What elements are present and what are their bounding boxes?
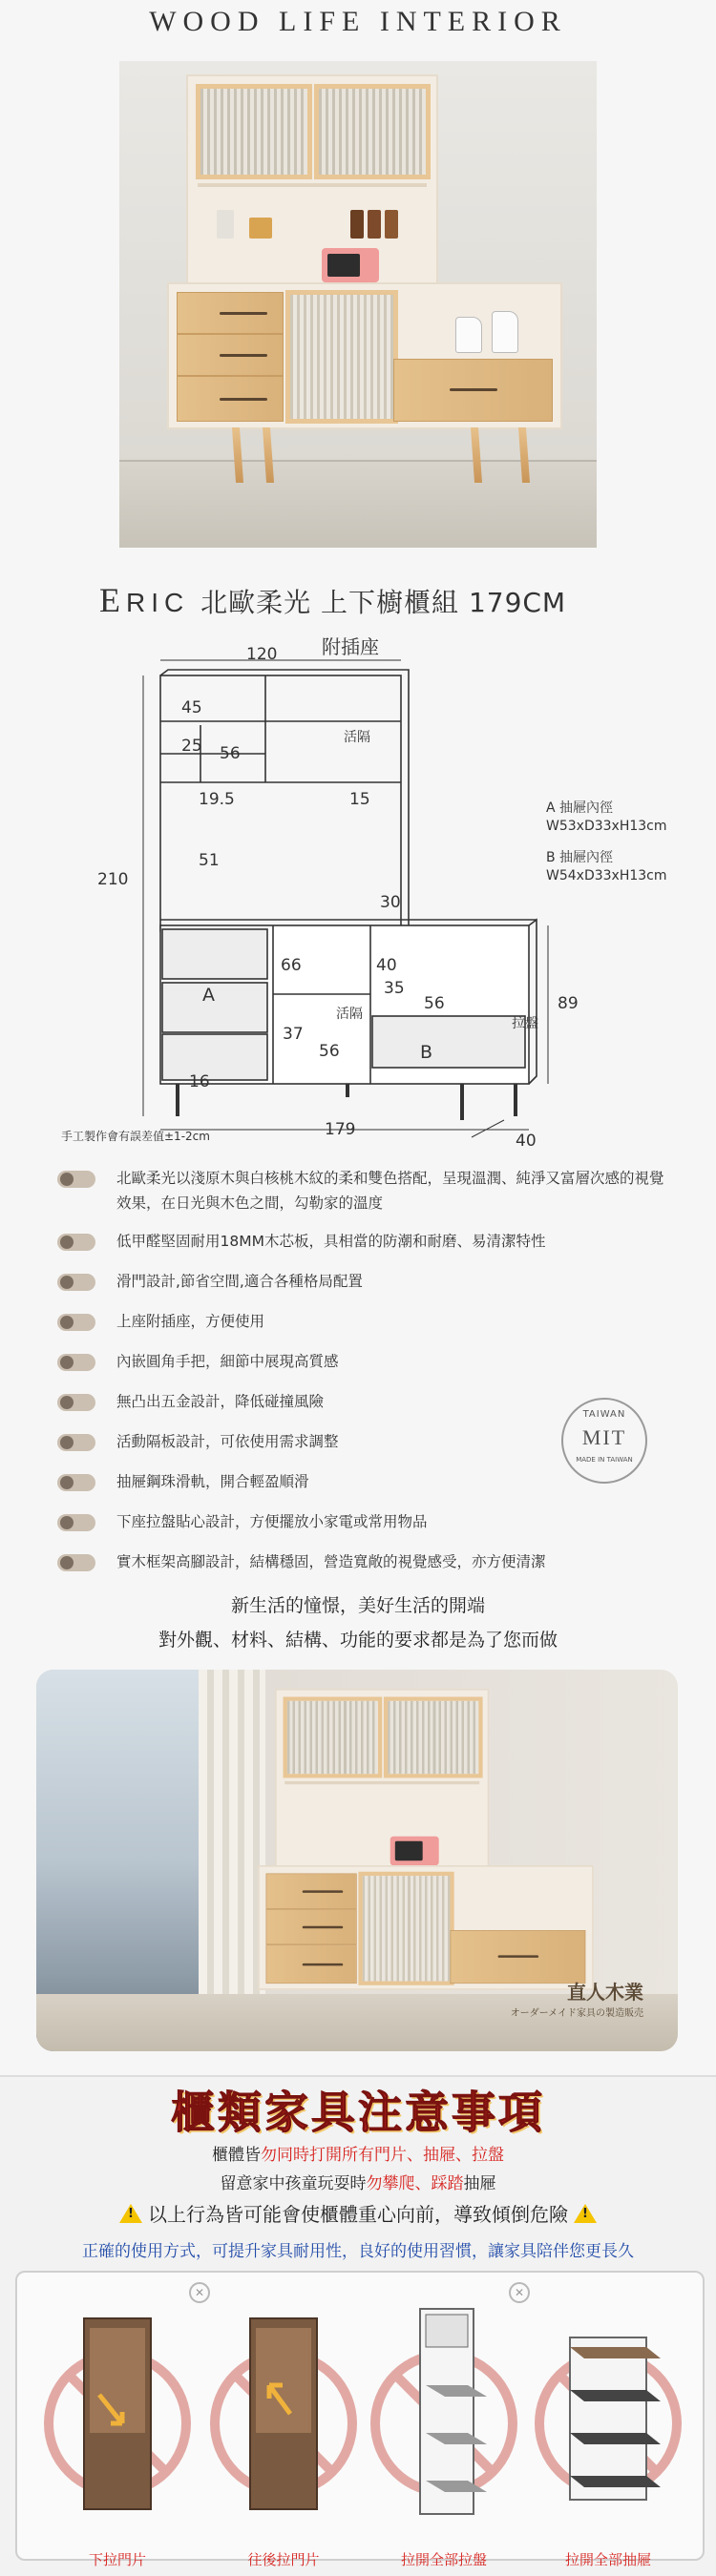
- dim-depth: 40: [516, 1132, 537, 1151]
- feature-text: 滑門設計,節省空間,適合各種格局配置: [116, 1273, 363, 1290]
- label-drawer-a: A: [202, 985, 215, 1006]
- title-ric: RIC: [126, 588, 190, 617]
- oven-door: [327, 254, 360, 277]
- dim-width-top: 120: [246, 645, 278, 664]
- spec-drawer-b: [546, 849, 667, 885]
- safety-text: 櫃體皆: [212, 2146, 261, 2165]
- base-depth: [529, 920, 537, 1084]
- warning-text: 以上行為皆可能會使櫃體重心向前，導致傾倒危險: [148, 2203, 568, 2226]
- safety-line-1: [0, 2141, 716, 2165]
- safety-highlight: 勿同時打開所有門片、抽屜、拉盤: [261, 2146, 504, 2165]
- dim-25: 25: [181, 737, 202, 756]
- toggle-icon: [57, 1234, 95, 1251]
- drawer-bottom: [266, 1944, 357, 1984]
- dim-51: 51: [199, 851, 220, 870]
- drawer-top: [177, 292, 284, 334]
- illustration-pull-back-door: [202, 2280, 365, 2538]
- brand-watermark: [511, 1977, 643, 2019]
- drawer-handle: [303, 1890, 344, 1893]
- feature-item: [57, 1509, 668, 1534]
- watermark-name: 直人木業: [567, 1981, 643, 2004]
- drawer-top: [266, 1874, 357, 1909]
- dim-35: 35: [384, 979, 405, 998]
- toggle-icon: [57, 1394, 95, 1411]
- feature-text: 上座附插座，方便使用: [116, 1313, 265, 1330]
- close-icon: ✕: [509, 2282, 530, 2303]
- illustration-open-all-drawers: [527, 2280, 689, 2538]
- toggle-icon: [57, 1354, 95, 1371]
- caption-open-all-trays: 拉開全部拉盤: [400, 2551, 487, 2568]
- feature-item: [57, 1229, 668, 1254]
- warning-line: [0, 2199, 716, 2227]
- divider: [0, 2075, 716, 2077]
- spec-title: A 抽屜內徑: [546, 800, 614, 816]
- title-initial: E: [99, 581, 126, 619]
- label-movable-upper: 活隔: [344, 730, 370, 745]
- drawer-handle: [450, 388, 497, 391]
- label-movable-lower: 活隔: [336, 1007, 363, 1022]
- correct-usage-text: 正確的使用方式，可提升家具耐用性，良好的使用習慣，讓家具陪伴您更長久: [82, 2242, 634, 2261]
- drawer-middle: [177, 334, 284, 376]
- drawer-a1: [162, 929, 267, 979]
- drawer-handle: [303, 1926, 344, 1929]
- dim-45: 45: [181, 698, 202, 717]
- spec-value: W53xD33xH13cm: [546, 819, 667, 834]
- dim-56c: 56: [319, 1042, 340, 1061]
- dim-30: 30: [380, 893, 401, 912]
- diagram-drawing: [0, 649, 716, 1145]
- glass-door-left: [196, 84, 312, 179]
- dim-line-depth: [472, 1120, 504, 1137]
- caption-pull-back-door: 往後拉門片: [247, 2551, 320, 2568]
- shelf-bottle-dark: [368, 210, 381, 239]
- toaster-oven: [390, 1837, 439, 1866]
- drawer-handle: [220, 398, 267, 401]
- dim-height-total: 210: [97, 870, 129, 889]
- label-pull-tray: 拉盤: [512, 1016, 538, 1031]
- safety-title: 櫃類家具注意事項: [171, 2087, 545, 2138]
- feature-text: 內嵌圓角手把，細節中展現高質感: [116, 1353, 339, 1370]
- drawer-handle: [303, 1963, 344, 1966]
- drawer-middle: [266, 1909, 357, 1944]
- feature-item: [57, 1349, 668, 1374]
- warning-icon: [119, 2204, 142, 2223]
- feature-text: 低甲醛堅固耐用18MM木芯板，具相當的防潮和耐磨、易清潔特性: [116, 1233, 546, 1250]
- room-lower-cabinet: [258, 1865, 594, 1990]
- warning-icon: [574, 2204, 597, 2223]
- sliding-glass-door: [285, 290, 398, 424]
- pull-out-tray-drawer: [393, 359, 553, 422]
- drawer-a2: [162, 983, 267, 1032]
- brand-header: WOOD LIFE INTERIOR: [149, 6, 567, 37]
- drawer-handle: [497, 1955, 538, 1958]
- hero-product-photo: [119, 61, 597, 548]
- dim-width-bottom: 179: [325, 1120, 356, 1139]
- pull-out-tray-drawer: [450, 1930, 585, 1984]
- spec-title: B 抽屜內徑: [546, 850, 614, 865]
- slogan-line-2: 對外觀、材料、結構、功能的要求都是為了您而做: [158, 1630, 558, 1651]
- dim-15: 15: [349, 790, 370, 809]
- watermark-tagline: オーダーメイド家具の製造販売: [510, 2008, 643, 2019]
- electric-kettle: [492, 311, 518, 353]
- dim-19-5: 19.5: [199, 790, 235, 809]
- glass-door-left: [284, 1697, 383, 1778]
- feature-text: 無凸出五金設計，降低碰撞風險: [116, 1393, 325, 1410]
- shelf-items: [207, 181, 417, 239]
- dim-37: 37: [283, 1025, 304, 1044]
- toggle-icon: [57, 1171, 95, 1188]
- illustration-open-all-trays: [363, 2280, 525, 2538]
- dim-89: 89: [558, 994, 579, 1013]
- dim-56a: 56: [220, 744, 241, 763]
- toaster-oven: [322, 248, 379, 282]
- dim-66: 66: [281, 956, 302, 975]
- title-chinese: 北歐柔光 上下櫥櫃組 179CM: [200, 587, 567, 618]
- toggle-icon: [57, 1554, 95, 1571]
- feature-item: [57, 1166, 668, 1215]
- drawer-b: [372, 1016, 525, 1068]
- room-upper-cabinet: [275, 1689, 489, 1869]
- shelf-bottle: [249, 218, 272, 239]
- electric-kettle: [455, 317, 482, 353]
- drawer-bottom: [177, 376, 284, 422]
- feature-text: 抽屜鋼珠滑軌，開合輕盈順滑: [116, 1473, 309, 1490]
- lower-cabinet: [167, 282, 562, 429]
- drawer-a3: [162, 1034, 267, 1080]
- dim-40: 40: [376, 956, 397, 975]
- toggle-icon: [57, 1274, 95, 1291]
- feature-item: [57, 1269, 668, 1294]
- safety-highlight: 勿攀爬、踩踏: [366, 2174, 464, 2193]
- shelf-bottle-dark: [350, 210, 364, 239]
- feature-text: 活動隔板設計，可依使用需求調整: [116, 1433, 339, 1450]
- mit-bottom: MADE IN TAIWAN: [576, 1456, 633, 1464]
- feature-text: 北歐柔光以淺原木與白核桃木紋的柔和雙色搭配，呈現溫潤、純淨又富層次感的視覺效果，在日光與木色之間，勾勒家的溫度: [116, 1170, 664, 1212]
- room-scene-photo: [36, 1670, 678, 2051]
- upper-cabinet: [186, 74, 438, 286]
- slogan-line-1: 新生活的憧憬，美好生活的開端: [230, 1595, 485, 1616]
- oven-door: [395, 1841, 423, 1860]
- feature-item: [57, 1309, 668, 1334]
- feature-item: [57, 1549, 668, 1574]
- shelf-bottle-dark: [385, 210, 398, 239]
- feature-list: [57, 1166, 668, 1574]
- safety-text: 抽屜: [463, 2174, 496, 2193]
- handmade-note: 手工製作會有誤差值±1-2cm: [61, 1130, 210, 1143]
- product-title: [99, 580, 566, 620]
- shelf-jar: [217, 210, 234, 239]
- product-subtitle: 附插座: [322, 635, 379, 658]
- glass-door-right: [384, 1697, 483, 1778]
- feature-text: 下座拉盤貼心設計，方便擺放小家電或常用物品: [116, 1513, 428, 1530]
- caption-pull-down-door: 下拉門片: [88, 2551, 146, 2568]
- caption-open-all-drawers: 拉開全部抽屜: [564, 2551, 651, 2568]
- feature-text: 實木框架高腳設計，結構穩固，營造寬敞的視覺感受，亦方便清潔: [116, 1553, 546, 1570]
- mit-center: MIT: [581, 1425, 627, 1449]
- mit-top: TAIWAN: [582, 1409, 626, 1420]
- spec-drawer-a: [546, 800, 667, 836]
- toggle-icon: [57, 1314, 95, 1331]
- toggle-icon: [57, 1514, 95, 1531]
- illustration-pull-down-door: [36, 2280, 199, 2538]
- glass-door-right: [314, 84, 431, 179]
- drawer-handle: [220, 312, 267, 315]
- drawer-handle: [220, 354, 267, 357]
- toggle-icon: [57, 1474, 95, 1491]
- dim-56b: 56: [424, 994, 445, 1013]
- close-icon: ✕: [189, 2282, 210, 2303]
- upper-shelf: [284, 1781, 479, 1784]
- spec-value: W54xD33xH13cm: [546, 868, 667, 883]
- safety-text: 留意家中孩童玩耍時: [220, 2174, 367, 2193]
- toggle-icon: [57, 1434, 95, 1451]
- safety-line-2: [0, 2170, 716, 2193]
- label-drawer-b: B: [420, 1042, 433, 1063]
- sliding-glass-door: [358, 1872, 453, 1985]
- dim-16: 16: [189, 1072, 210, 1091]
- mit-badge: [561, 1398, 647, 1484]
